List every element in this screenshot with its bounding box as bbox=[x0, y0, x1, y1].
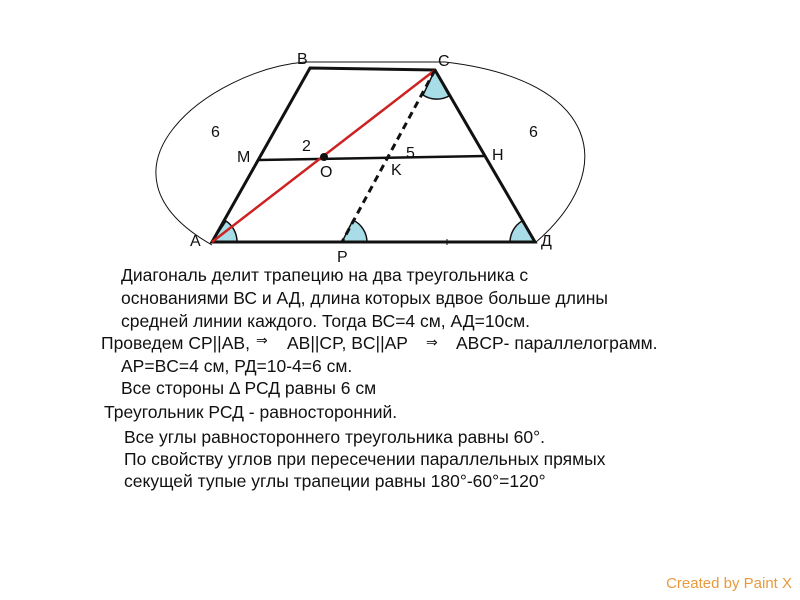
vertex-label-d: Д bbox=[541, 233, 552, 250]
point-o bbox=[320, 153, 328, 161]
text-line-4a: Проведем CP||AB, bbox=[101, 333, 250, 353]
text-line-10: секущей тупые углы трапеции равны 180°-60°=120° bbox=[124, 471, 546, 491]
segment-label-mo: 2 bbox=[302, 138, 311, 155]
watermark: Created by Paint X bbox=[666, 575, 792, 592]
text-line-2: основаниями ВС и АД, длина которых вдвое больше длины bbox=[121, 288, 609, 308]
text-line-5: AP=BC=4 см, РД=10-4=6 см. bbox=[121, 356, 353, 376]
vertex-label-a: A bbox=[190, 233, 201, 250]
vertex-label-b: B bbox=[297, 51, 308, 68]
vertex-label-k: K bbox=[391, 162, 402, 179]
angle-marker-p bbox=[342, 220, 367, 242]
text-line-4b: AB||CP, BC||AP bbox=[287, 333, 408, 353]
text-line-1: Диагональ делит трапецию на два треугольника с bbox=[121, 265, 529, 285]
trapezoid bbox=[212, 68, 535, 242]
text-line-8: Все углы равностороннего треугольника равны 60°. bbox=[124, 427, 545, 447]
text-line-7: Треугольник РСД - равносторонний. bbox=[104, 402, 398, 422]
segment-label-arc-left: 6 bbox=[211, 124, 220, 141]
implies-arrow-2: ⇒ bbox=[426, 334, 438, 350]
text-line-9: По свойству углов при пересечении параллельных прямых bbox=[124, 449, 606, 469]
vertex-label-o: O bbox=[320, 164, 333, 181]
text-line-3: средней линии каждого. Тогда ВС=4 см, АД=10см. bbox=[121, 311, 530, 331]
vertex-label-m: M bbox=[237, 149, 251, 166]
text-line-4c: ABCP- параллелограмм. bbox=[456, 333, 658, 353]
midline-mh bbox=[259, 156, 486, 160]
angle-marker-d bbox=[510, 221, 535, 242]
vertex-label-p: P bbox=[337, 249, 348, 266]
vertex-label-c: C bbox=[438, 53, 450, 70]
vertex-label-h: H bbox=[492, 147, 504, 164]
text-line-6: Все стороны Δ РСД равны 6 см bbox=[121, 378, 377, 398]
segment-label-arc-right: 6 bbox=[529, 124, 538, 141]
implies-arrow-1: ⇒ bbox=[256, 332, 268, 348]
segment-label-k: 5 bbox=[406, 145, 415, 162]
